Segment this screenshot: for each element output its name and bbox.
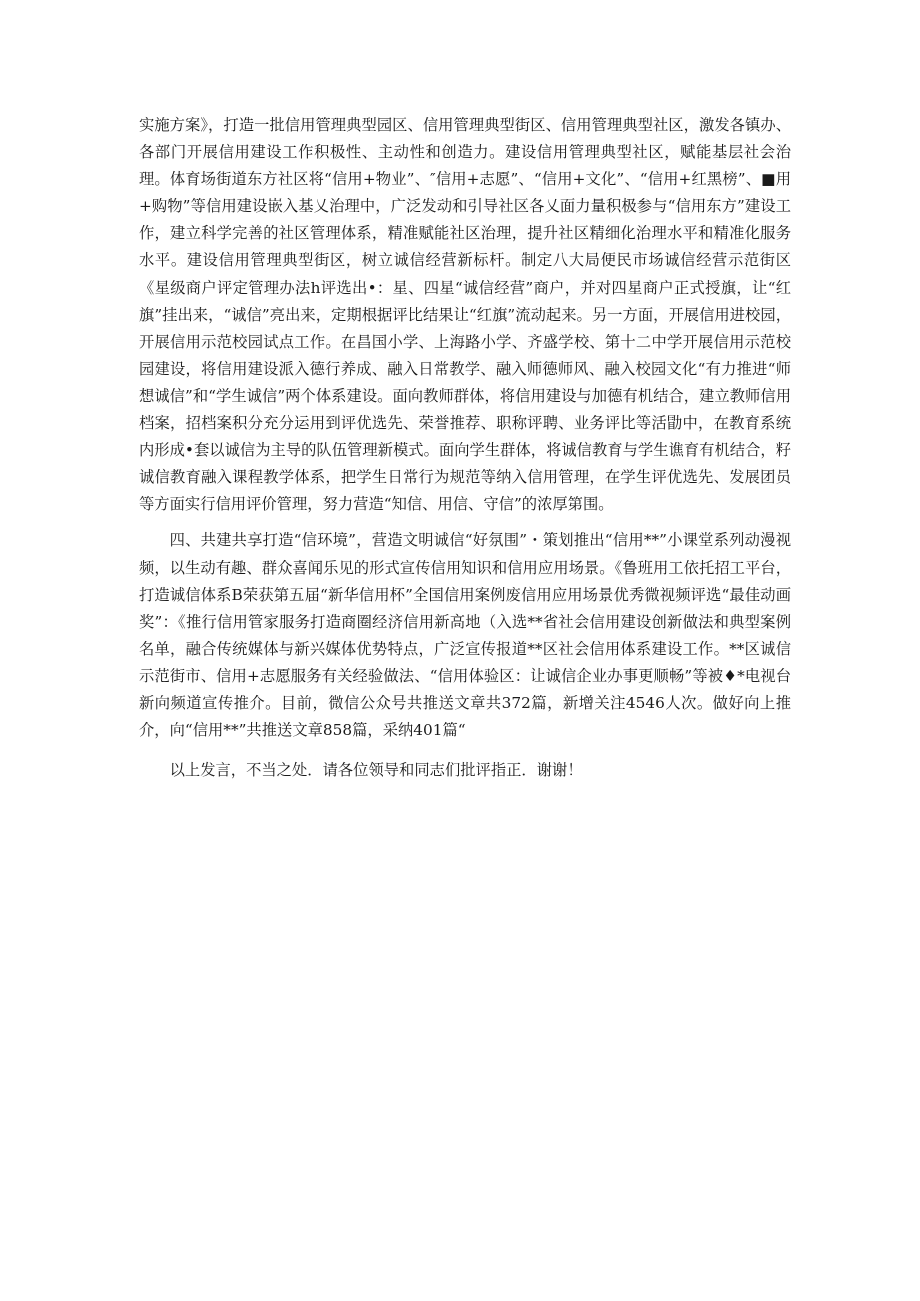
paragraph-closing-remarks: 以上发言，不当之处．请各位领导和同志们批评指正．谢谢！ — [169, 761, 583, 780]
document-page — [139, 112, 791, 784]
paragraph-gap — [139, 518, 791, 527]
paragraph-section-four: 四、共建共享打造“信环境”，营造文明诚信“好氛围”・策划推出“信用**”小课堂系列动漫视频，以生动有趣、群众喜闻乐见的形式宣传信用知识和信用应用场景。《鲁班用工依托招工平台，打造诚信体系B荣获第五届“新华信用杯”全国信用案例废信用应用场景优秀微视频评选“最佳动画奖”：《推行信用管家服务打造商圈经济信用新高地（入选**省社会信用建设创新做法和典型案例名单，融合传统媒体与新兴媒体优势特点，广泛宣传报道**区社会信用体系建设工作。**区诚信示范街市、信用+志愿服务有关经验做法、“信用体验区：让诚信企业办事更顺畅”等被♦*电视台新向频道宣传推介。目前，微信公众号共推送文章共372篇，新增关注4546人次。做好向上推介，向“信用**”共推送文章858篇，采纳401篇“ — [139, 531, 791, 740]
paragraph-community-credit: 实施方案》，打造一批信用管理典型园区、信用管理典型街区、信用管理典型社区，激发各镇办、各部门开展信用建设工作积极性、主动性和创造力。建设信用管理典型社区，赋能基层社会治理。体育场街道东方社区将“信用+物业”、″信用+志愿”、“信用+文化”、“信用+红黑榜”、■用+购物”等信用建设嵌入基乂治理中，广泛发动和引导社区各乂面力量积极参与“信用东方”建设工作，建立科学完善的社区管理体系，精准赋能社区治理，提升社区精细化治理水平和精准化服务水平。建设信用管理典型街区，树立诚信经营新标杆。制定八大局便民市场诚信经营示范街区《星级商户评定管理办法h评选出•：星、四星“诚信经营”商户，并对四星商户正式授旗，让“红旗”挂出来，“诚信”亮出来，定期根据评比结果让“红旗”流动起来。另一方面，开展信用进校园，开展信用示范校园试点工作。在昌国小学、上海路小学、齐盛学校、第十二中学开展信用示范校园建设，将信用建设派入德行养成、融入日常教学、融入师德师风、融入校园文化“有力推进“师想诚信”和“学生诚信”两个体系建设。面向教师群体，将信用建设与加德有机结合，建立教师信用档案，招档案积分充分运用到评优选先、荣誉推荐、职称评聘、业务评比等活勖中，在教育系统内形成•套以诚信为主导的队伍管理新模式。面向学生群体，将诚信教育与学生谯育有机结合，籽诚信教育融入课程教学体系，把学生日常行为规范等纳入信用管理，在学生评优选先、发展团员等方面实行信用评价管理，努力营造“知信、用信、守信”的浓厚第围。 — [139, 116, 791, 514]
paragraph-gap — [139, 744, 791, 757]
